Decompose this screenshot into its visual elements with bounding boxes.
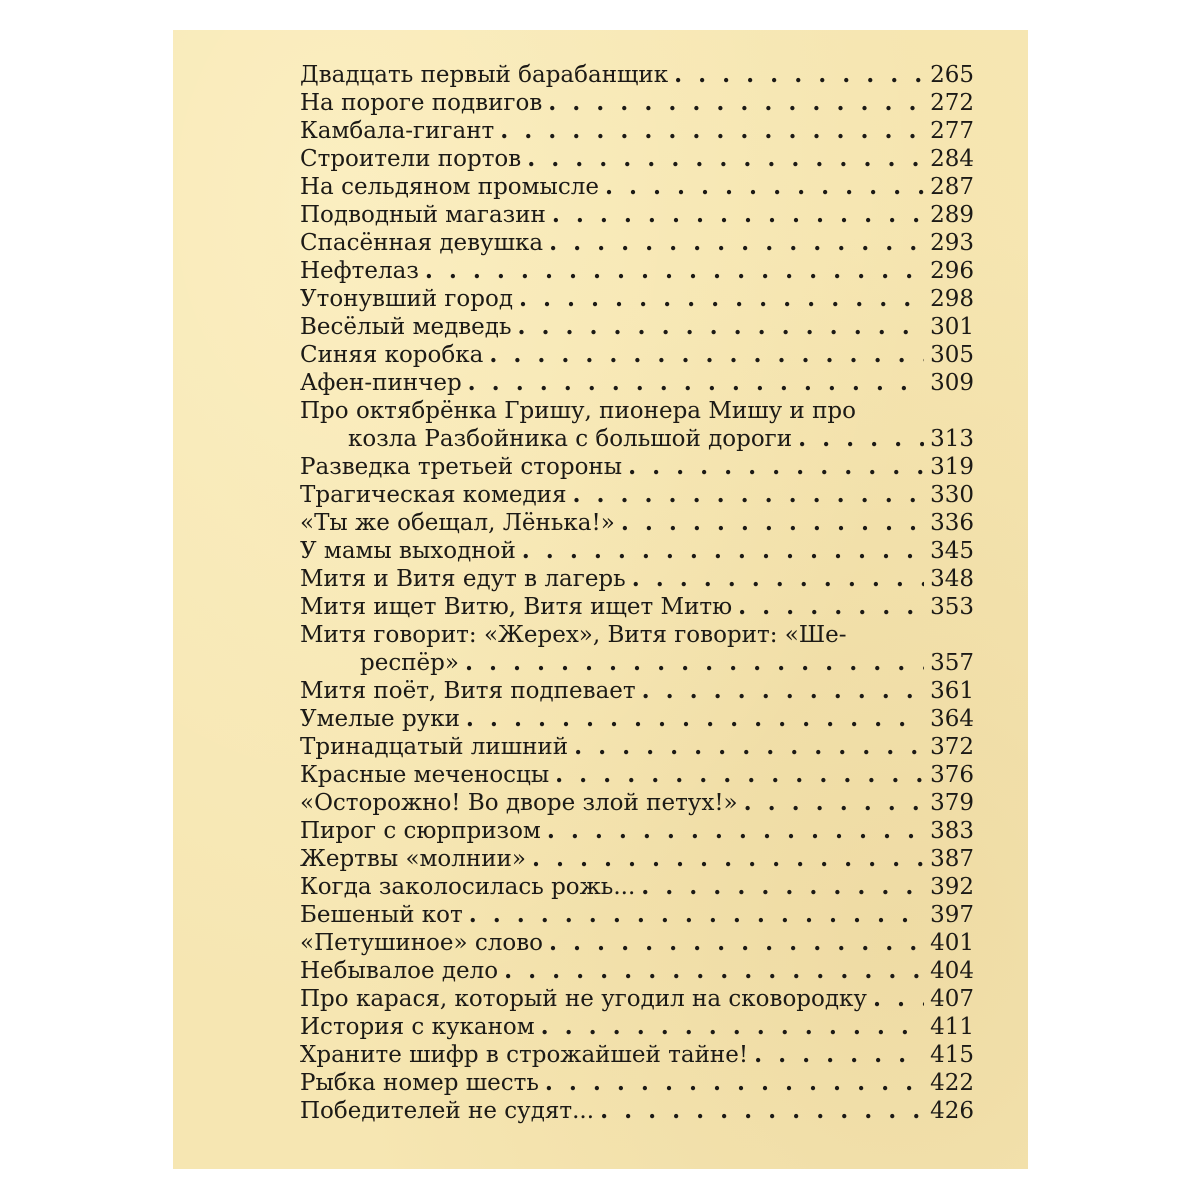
toc-entry-page: 364 — [930, 706, 974, 732]
toc-entry — [300, 257, 974, 285]
toc-entry-page: 309 — [930, 370, 974, 396]
toc-entry — [300, 705, 974, 733]
toc-entry-page: 277 — [930, 118, 974, 144]
toc-entry-title: Спасённая девушка — [300, 230, 544, 256]
toc-entry — [300, 565, 974, 593]
toc-entry — [300, 817, 974, 845]
toc-entry — [300, 1013, 974, 1041]
toc-entry — [300, 1041, 974, 1069]
toc-entry — [300, 481, 974, 509]
dot-leader — [489, 341, 924, 369]
toc-entry — [300, 369, 974, 397]
toc-entry — [300, 341, 974, 369]
toc-entry-title: Утонувший город — [300, 286, 513, 312]
dot-leader — [621, 509, 924, 537]
toc-entry-page: 313 — [930, 426, 974, 452]
toc-entry-page: 404 — [930, 958, 974, 984]
toc-entry — [300, 1097, 974, 1125]
toc-entry-title: Разведка третьей стороны — [300, 454, 623, 480]
toc-entry — [300, 985, 974, 1013]
toc-entry-title: Двадцать первый барабанщик — [300, 62, 669, 88]
dot-leader — [754, 1041, 924, 1069]
toc-entry — [300, 873, 974, 901]
toc-entry-page: 336 — [930, 510, 974, 536]
toc-entry-title: «Осторожно! Во дворе злой петух!» — [300, 790, 738, 816]
toc-entry-title: Умелые руки — [300, 706, 460, 732]
dot-leader — [548, 89, 924, 117]
dot-leader — [547, 817, 924, 845]
toc-entry — [300, 173, 974, 201]
dot-leader — [469, 901, 924, 929]
toc-entry-title: Афен-пинчер — [300, 370, 462, 396]
dot-leader — [519, 285, 924, 313]
toc-entry-page: 361 — [930, 678, 974, 704]
toc-entry-page: 287 — [930, 174, 974, 200]
toc-entry-title: Жертвы «молнии» — [300, 846, 526, 872]
dot-leader — [532, 845, 924, 873]
dot-leader — [632, 565, 924, 593]
toc-entry-page: 289 — [930, 202, 974, 228]
toc-entry — [300, 285, 974, 313]
toc-entry-page: 387 — [930, 846, 974, 872]
toc-entry-title-line2: респёр» — [360, 650, 459, 676]
dot-leader — [873, 985, 924, 1013]
dot-leader — [738, 593, 924, 621]
toc-entry-page: 330 — [930, 482, 974, 508]
toc-entry-page: 272 — [930, 90, 974, 116]
toc-entry-title: «Ты же обещал, Лёнька!» — [300, 510, 615, 536]
toc-entry — [300, 957, 974, 985]
toc-entry — [300, 621, 974, 677]
dot-leader — [549, 229, 924, 257]
toc-entry-page: 357 — [930, 650, 974, 676]
toc-entry-title: Небывалое дело — [300, 958, 499, 984]
dot-leader — [425, 257, 924, 285]
toc-entry-title: Митя и Витя едут в лагерь — [300, 566, 626, 592]
toc-entry-title: Строители портов — [300, 146, 522, 172]
toc-entry-title: История с куканом — [300, 1014, 535, 1040]
toc-entry-title: Камбала-гигант — [300, 118, 495, 144]
toc-entry-page: 401 — [930, 930, 974, 956]
toc-entry-title-line2: козла Разбойника с большой дороги — [348, 426, 793, 452]
toc-entry-title: Тринадцатый лишний — [300, 734, 569, 760]
dot-leader — [555, 761, 924, 789]
toc-entry-page: 345 — [930, 538, 974, 564]
toc-entry — [300, 509, 974, 537]
dot-leader — [798, 425, 924, 453]
dot-leader — [674, 61, 924, 89]
dot-leader — [641, 873, 924, 901]
dot-leader — [517, 313, 924, 341]
dot-leader — [522, 537, 924, 565]
toc-entry-page: 301 — [930, 314, 974, 340]
toc-entry-title: Синяя коробка — [300, 342, 484, 368]
toc-entry-title: Пирог с сюрпризом — [300, 818, 541, 844]
toc-entry-page: 319 — [930, 454, 974, 480]
dot-leader — [527, 145, 924, 173]
dot-leader — [600, 1097, 924, 1125]
toc-entry-title: Митя поёт, Витя подпевает — [300, 678, 636, 704]
dot-leader — [574, 733, 924, 761]
toc-entry-page: 348 — [930, 566, 974, 592]
toc-entry — [300, 677, 974, 705]
toc-entry — [300, 845, 974, 873]
toc-entry-title: Бешеный кот — [300, 902, 463, 928]
toc-entry-title: У мамы выходной — [300, 538, 516, 564]
toc-entry — [300, 1069, 974, 1097]
toc-entry-page: 411 — [930, 1014, 974, 1040]
toc-entry-page: 353 — [930, 594, 974, 620]
toc-entry — [300, 201, 974, 229]
toc-entry-page: 298 — [930, 286, 974, 312]
toc-entry-title-line1: Митя говорит: «Жерех», Витя говорит: «Ше- — [300, 622, 847, 648]
toc-entry-title: Красные меченосцы — [300, 762, 550, 788]
toc-entry — [300, 229, 974, 257]
toc-entry-page: 372 — [930, 734, 974, 760]
toc-entry-page: 397 — [930, 902, 974, 928]
toc-entry-page: 422 — [930, 1070, 974, 1096]
toc-entry — [300, 145, 974, 173]
dot-leader — [504, 957, 924, 985]
toc-entry — [300, 61, 974, 89]
dot-leader — [465, 649, 924, 677]
toc-entry-page: 415 — [930, 1042, 974, 1068]
toc-entry-page: 392 — [930, 874, 974, 900]
toc-entry — [300, 453, 974, 481]
toc-entry-title: Нефтелаз — [300, 258, 419, 284]
toc-entry — [300, 901, 974, 929]
dot-leader — [642, 677, 924, 705]
table-of-contents — [300, 61, 974, 1125]
toc-entry — [300, 789, 974, 817]
toc-entry-title: Рыбка номер шесть — [300, 1070, 539, 1096]
toc-entry-title: Когда заколосилась рожь... — [300, 874, 636, 900]
dot-leader — [605, 173, 924, 201]
dot-leader — [545, 1069, 924, 1097]
dot-leader — [541, 1013, 924, 1041]
toc-entry-page: 284 — [930, 146, 974, 172]
toc-entry-page: 379 — [930, 790, 974, 816]
toc-entry-title: Трагическая комедия — [300, 482, 567, 508]
toc-entry-page: 426 — [930, 1098, 974, 1124]
dot-leader — [552, 201, 924, 229]
toc-entry-title: Весёлый медведь — [300, 314, 512, 340]
dot-leader — [466, 705, 924, 733]
toc-entry — [300, 929, 974, 957]
toc-entry-title: «Петушиное» слово — [300, 930, 544, 956]
toc-entry-page: 383 — [930, 818, 974, 844]
toc-entry-page: 407 — [930, 986, 974, 1012]
toc-entry — [300, 397, 974, 453]
toc-entry — [300, 89, 974, 117]
dot-leader — [744, 789, 924, 817]
toc-entry-title: На пороге подвигов — [300, 90, 543, 116]
toc-entry-page: 293 — [930, 230, 974, 256]
toc-entry-page: 296 — [930, 258, 974, 284]
toc-entry-title-line1: Про октябрёнка Гришу, пионера Мишу и про — [300, 398, 856, 424]
toc-entry-title: На сельдяном промысле — [300, 174, 599, 200]
dot-leader — [500, 117, 924, 145]
toc-entry-page: 305 — [930, 342, 974, 368]
dot-leader — [573, 481, 925, 509]
dot-leader — [628, 453, 924, 481]
toc-entry-title: Храните шифр в строжайшей тайне! — [300, 1042, 749, 1068]
toc-entry-page: 265 — [930, 62, 974, 88]
toc-entry — [300, 117, 974, 145]
toc-entry-title: Победителей не судят... — [300, 1098, 595, 1124]
toc-entry — [300, 761, 974, 789]
toc-entry — [300, 593, 974, 621]
toc-entry-title: Подводный магазин — [300, 202, 546, 228]
toc-entry-title: Про карася, который не угодил на сковородку — [300, 986, 867, 1012]
dot-leader — [468, 369, 924, 397]
toc-entry — [300, 537, 974, 565]
toc-entry — [300, 313, 974, 341]
dot-leader — [549, 929, 924, 957]
toc-entry-title: Митя ищет Витю, Витя ищет Митю — [300, 594, 733, 620]
toc-entry — [300, 733, 974, 761]
toc-entry-page: 376 — [930, 762, 974, 788]
